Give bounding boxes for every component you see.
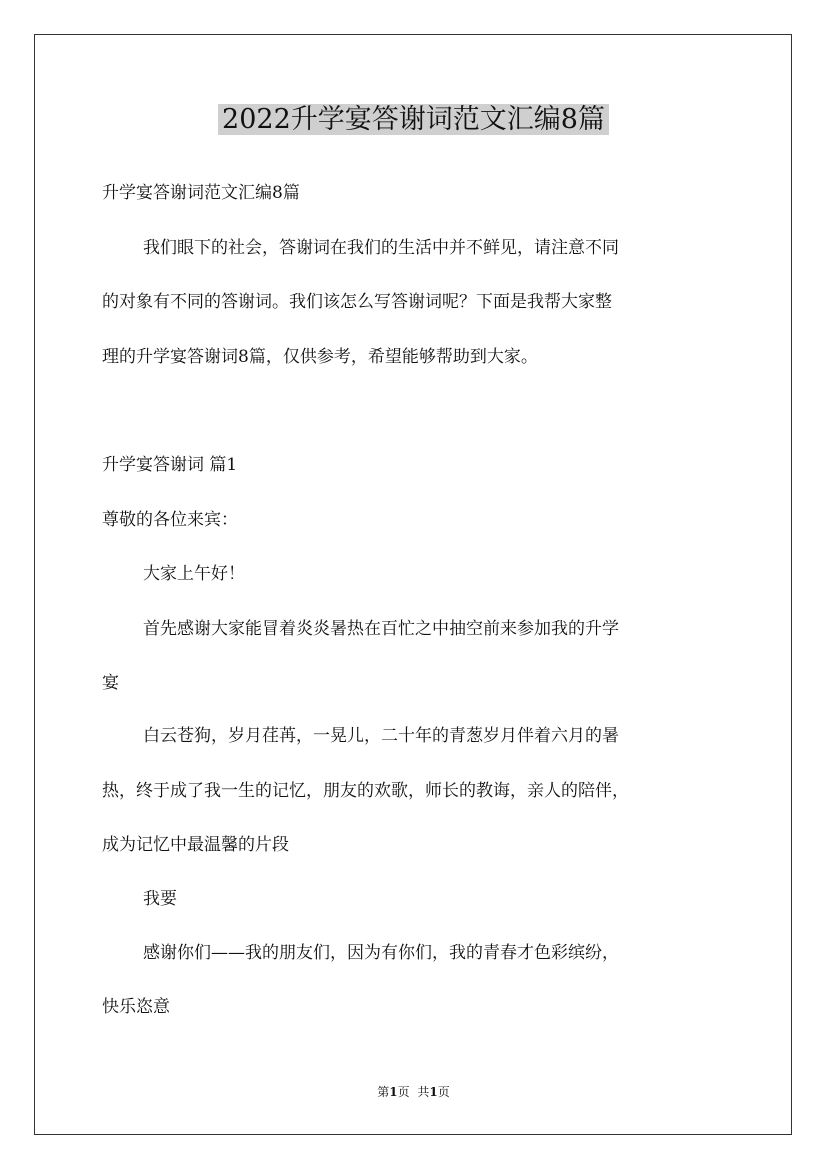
intro-line-1: 我们眼下的社会，答谢词在我们的生活中并不鲜见，请注意不同 [143, 238, 619, 258]
page-prefix: 第 [377, 1085, 390, 1099]
subtitle: 升学宴答谢词范文汇编8篇 [102, 183, 300, 203]
salutation: 尊敬的各位来宾： [102, 510, 238, 530]
section-heading: 升学宴答谢词 篇1 [102, 455, 238, 475]
page-number: 1 [389, 1085, 398, 1099]
intro-line-2: 的对象有不同的答谢词。我们该怎么写答谢词呢？下面是我帮大家整 [102, 292, 612, 312]
paragraph-1-line-1: 首先感谢大家能冒着炎炎暑热在百忙之中抽空前来参加我的升学 [143, 619, 619, 639]
total-pages: 1 [429, 1085, 438, 1099]
paragraph-3: 我要 [143, 889, 177, 909]
document-title-text: 2022升学宴答谢词范文汇编8篇 [218, 104, 609, 135]
paragraph-2-line-2: 热，终于成了我一生的记忆，朋友的欢歌，师长的教诲，亲人的陪伴， [102, 781, 629, 801]
total-suffix: 页 [437, 1085, 450, 1099]
intro-line-3: 理的升学宴答谢词8篇，仅供参考，希望能够帮助到大家。 [102, 347, 538, 367]
total-prefix: 共 [417, 1085, 430, 1099]
paragraph-1-line-2: 宴 [102, 673, 119, 693]
paragraph-4-line-1: 感谢你们——我的朋友们，因为有你们，我的青春才色彩缤纷， [143, 943, 619, 963]
page-suffix: 页 [397, 1085, 410, 1099]
page-footer [0, 1084, 827, 1100]
paragraph-2-line-3: 成为记忆中最温馨的片段 [102, 835, 289, 855]
paragraph-4-line-2: 快乐恣意 [102, 997, 170, 1017]
greeting: 大家上午好！ [143, 564, 245, 584]
document-title [0, 100, 827, 140]
paragraph-2-line-1: 白云苍狗，岁月荏苒，一晃儿，二十年的青葱岁月伴着六月的暑 [143, 726, 619, 746]
